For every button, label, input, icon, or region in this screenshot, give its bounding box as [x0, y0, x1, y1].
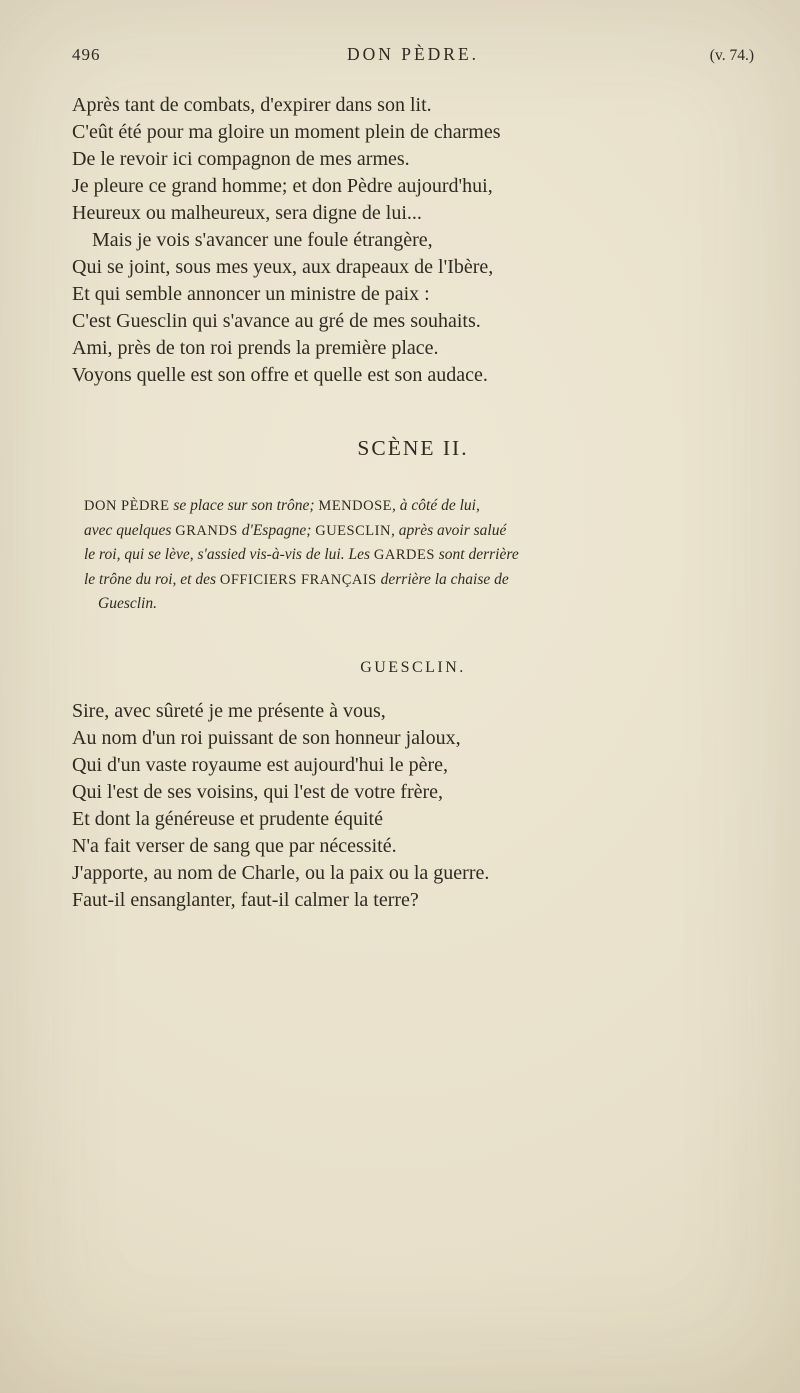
- speaker-name: GUESCLIN.: [360, 658, 466, 676]
- verse-line: J'apporte, au nom de Charle, ou la paix ou la guerre.: [72, 861, 490, 884]
- character-name: GRANDS: [175, 522, 238, 539]
- verse-line: Qui l'est de ses voisins, qui l'est de votre frère,: [72, 780, 444, 803]
- verse-line: Et dont la généreuse et prudente équité: [72, 807, 383, 830]
- character-name: GUESCLIN: [315, 522, 391, 539]
- stage-direction-line: [84, 543, 752, 568]
- running-title: DON PÈDRE.: [346, 44, 480, 64]
- verse-line: Mais je vois s'avancer une foule étrangère,: [92, 229, 433, 251]
- character-name: OFFICIERS FRANÇAIS: [219, 571, 377, 588]
- direction-text: avec quelques: [84, 521, 176, 539]
- verse-line: Et qui semble annoncer un ministre de paix :: [72, 283, 430, 305]
- stage-direction-line: [84, 494, 752, 519]
- page-number: 496: [72, 45, 101, 64]
- character-name: MENDOSE: [318, 498, 393, 514]
- verse-line: Sire, avec sûreté je me présente à vous,: [72, 699, 386, 722]
- scene-heading: SCÈNE II.: [357, 436, 469, 460]
- direction-text: le roi, qui se lève, s'assied vis-à-vis de lui. Les: [84, 546, 374, 563]
- direction-text: d'Espagne;: [237, 521, 316, 539]
- verse-line: Ami, près de ton roi prends la première place.: [72, 337, 439, 359]
- page-header: [72, 44, 754, 65]
- stage-direction-line: [98, 592, 752, 617]
- verse-line: C'est Guesclin qui s'avance au gré de mes souhaits.: [72, 310, 481, 332]
- verse-block-don-pedre: [72, 92, 754, 389]
- verse-line: Qui se joint, sous mes yeux, aux drapeaux de l'Ibère,: [72, 256, 494, 278]
- verse-line: Je pleure ce grand homme; et don Pèdre aujourd'hui,: [72, 175, 493, 197]
- verse-block-guesclin: [72, 698, 754, 914]
- stage-direction-line: [84, 519, 752, 544]
- verse-line: Qui d'un vaste royaume est aujourd'hui le père,: [72, 753, 448, 776]
- verse-reference: (v. 74.): [709, 47, 754, 64]
- verse-line: N'a fait verser de sang que par nécessité.: [72, 834, 397, 857]
- stage-direction: [84, 494, 752, 617]
- direction-text: le trône du roi, et des: [84, 570, 220, 588]
- direction-text: , après avoir salué: [390, 521, 507, 539]
- verse-line: De le revoir ici compagnon de mes armes.: [72, 148, 410, 170]
- verse-line: Après tant de combats, d'expirer dans son lit.: [72, 94, 432, 116]
- direction-text: sont derrière: [434, 546, 519, 563]
- direction-text: Guesclin.: [98, 595, 157, 612]
- verse-line: Au nom d'un roi puissant de son honneur jaloux,: [72, 726, 461, 749]
- stage-direction-line: [84, 568, 752, 593]
- direction-text: , à côté de lui,: [392, 497, 480, 514]
- verse-line: Heureux ou malheureux, sera digne de lui...: [72, 202, 422, 224]
- verse-line: Faut-il ensanglanter, faut-il calmer la terre?: [72, 888, 419, 911]
- character-name: DON PÈDRE: [84, 498, 170, 514]
- direction-text: derrière la chaise de: [376, 570, 509, 588]
- verse-line: Voyons quelle est son offre et quelle est son audace.: [72, 364, 488, 386]
- direction-text: se place sur son trône;: [169, 497, 319, 514]
- character-name: GARDES: [373, 547, 435, 563]
- verse-line: C'eût été pour ma gloire un moment plein de charmes: [72, 121, 501, 143]
